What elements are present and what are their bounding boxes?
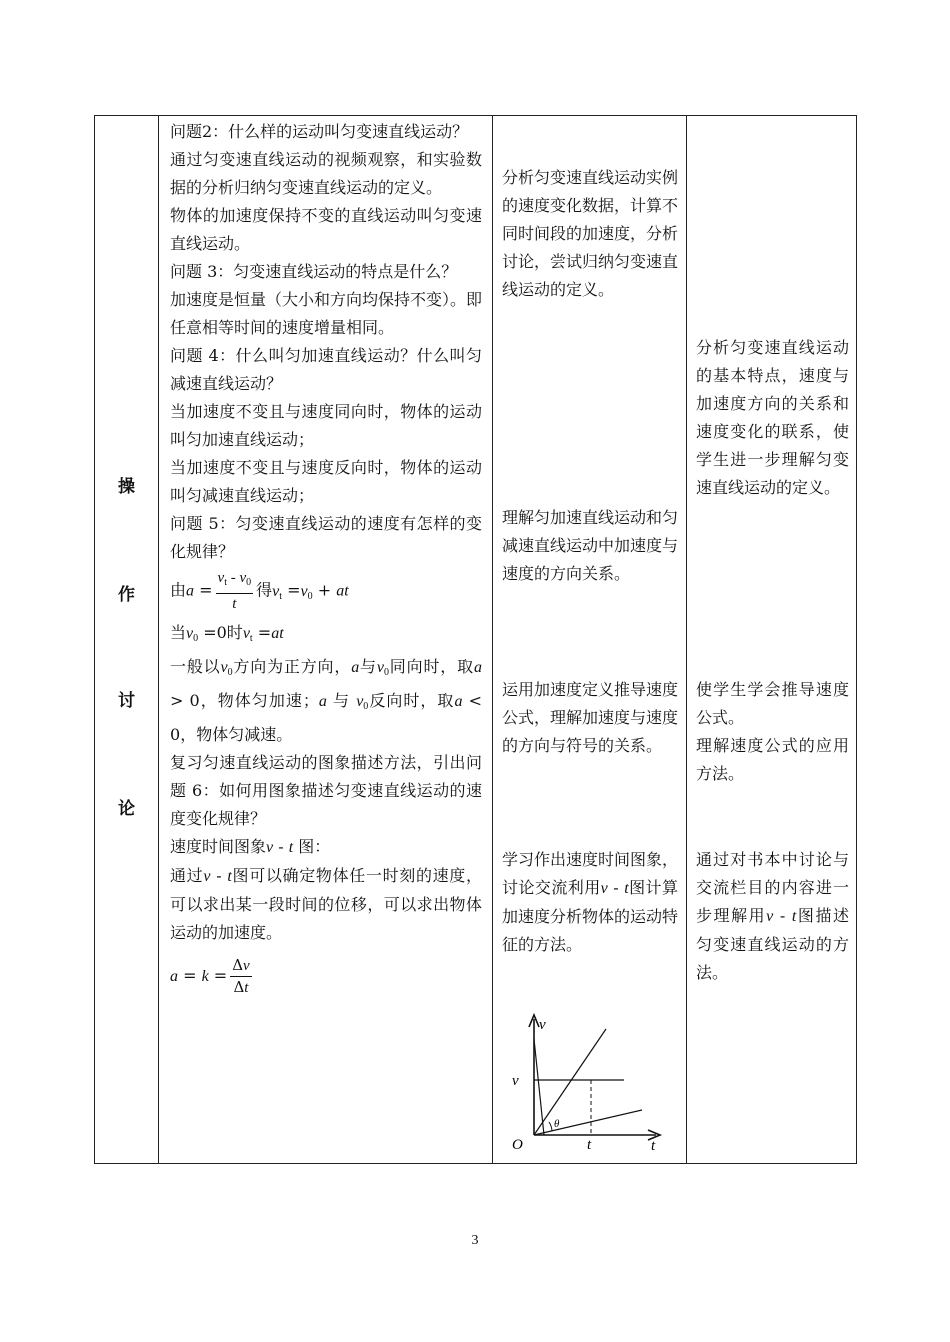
teaching-content-column [158, 116, 492, 1163]
intent-block [696, 846, 849, 987]
review-question-6: 复习匀速直线运动的图象描述方法，引出问题 6：如何用图象描述匀变速直线运动的速度变化规律？ [170, 752, 482, 828]
intent-text: 使学生学会推导速度公式。 [696, 680, 849, 727]
activity-block [502, 504, 678, 588]
question-4: 问题 4：什么叫匀加速直线运动？什么叫匀减速直线运动？ [170, 346, 482, 393]
question-5: 问题 5：匀变速直线运动的速度有怎样的变化规律？ [170, 514, 482, 561]
vt-graph-usage: 通过v - t图可以确定物体任一时刻的速度，可以求出某一段时间的位移，可以求出物体运动的加速度。 [170, 865, 482, 942]
t-axis-label: t [651, 1138, 656, 1154]
velocity-formula-derivation: 由a = $\frac{v_t - v_0}{t}$ 得$v_t =v_0$ + at [170, 570, 349, 612]
design-intent-column [686, 116, 857, 1163]
intent-block [696, 334, 849, 502]
question-2-answer: 通过匀变速直线运动的视频观察，和实验数据的分析归纳匀变速直线运动的定义。 [170, 150, 482, 197]
vt-graph [508, 1009, 668, 1157]
student-activity-column [492, 116, 686, 1163]
question-3: 问题 3：匀变速直线运动的特点是什么？ [170, 262, 458, 281]
intent-text: 通过对书本中讨论与交流栏目的内容进一步理解用v - t图描述匀变速直线运动的方法。 [696, 850, 849, 982]
v-value-label: v [512, 1073, 519, 1089]
intent-text: 理解速度公式的应用方法。 [696, 736, 849, 783]
question-2: 问题2：什么样的运动叫匀变速直线运动？ [170, 122, 469, 141]
intent-block [696, 676, 849, 788]
stage-label-char: 讨 [118, 691, 135, 711]
question-3-answer: 加速度是恒量（大小和方向均保持不变）。即任意相等时间的速度增量相同。 [170, 290, 483, 337]
activity-text: 运用加速度定义推导速度公式，理解加速度与速度的方向与符号的关系。 [502, 680, 679, 755]
activity-text: 理解匀加速直线运动和匀减速直线运动中加速度与速度的方向关系。 [502, 508, 679, 583]
activity-text: 学习作出速度时间图象，讨论交流利用v - t图计算加速度分析物体的运动特征的方法。 [502, 850, 679, 954]
activity-block [502, 164, 678, 304]
angle-arc [549, 1122, 552, 1131]
t-value-label: t [587, 1137, 592, 1153]
shallow-line [534, 1110, 642, 1135]
decelerating-line [534, 1039, 544, 1135]
question-4-answer-1: 当加速度不变且与速度同向时，物体的运动叫匀加速直线运动； [170, 402, 482, 449]
stage-label-column [95, 116, 158, 1163]
sign-convention-text: 一般以$v_0$方向为正方向，a与$v_0$同向时，取a > 0，物体匀加速；a 与 $v_0$反向时，取a < 0，物体匀减速。 [170, 656, 482, 744]
page-number: 3 [471, 1233, 479, 1248]
angle-label: θ [554, 1118, 560, 1130]
slope-formula: a = k = $\frac{\Delta v}{\Delta t}$ [170, 955, 250, 996]
stage-label-char: 操 [118, 477, 135, 497]
lesson-table [94, 115, 857, 1164]
question-4-answer-2: 当加速度不变且与速度反向时，物体的运动叫匀减速直线运动； [170, 458, 482, 505]
velocity-formula-special-case: 当$v_0 =0$时$v_t =at$ [170, 622, 284, 644]
accelerating-line [534, 1029, 606, 1135]
vt-graph-heading: 速度时间图象v - t 图： [170, 836, 331, 856]
v-axis-label: v [539, 1017, 546, 1033]
activity-block [502, 846, 678, 959]
stage-label-char: 作 [118, 585, 135, 605]
stage-label-char: 论 [118, 799, 135, 819]
activity-block [502, 676, 678, 760]
origin-label: O [512, 1137, 523, 1153]
activity-text: 分析匀变速直线运动实例的速度变化数据，计算不同时间段的加速度，分析讨论，尝试归纳匀变速直线运动的定义。 [502, 168, 679, 299]
definition-text: 物体的加速度保持不变的直线运动叫匀变速直线运动。 [170, 206, 482, 253]
intent-text: 分析匀变速直线运动的基本特点，速度与加速度方向的关系和速度变化的联系，使学生进一步理解匀变速直线运动的定义。 [696, 338, 849, 497]
